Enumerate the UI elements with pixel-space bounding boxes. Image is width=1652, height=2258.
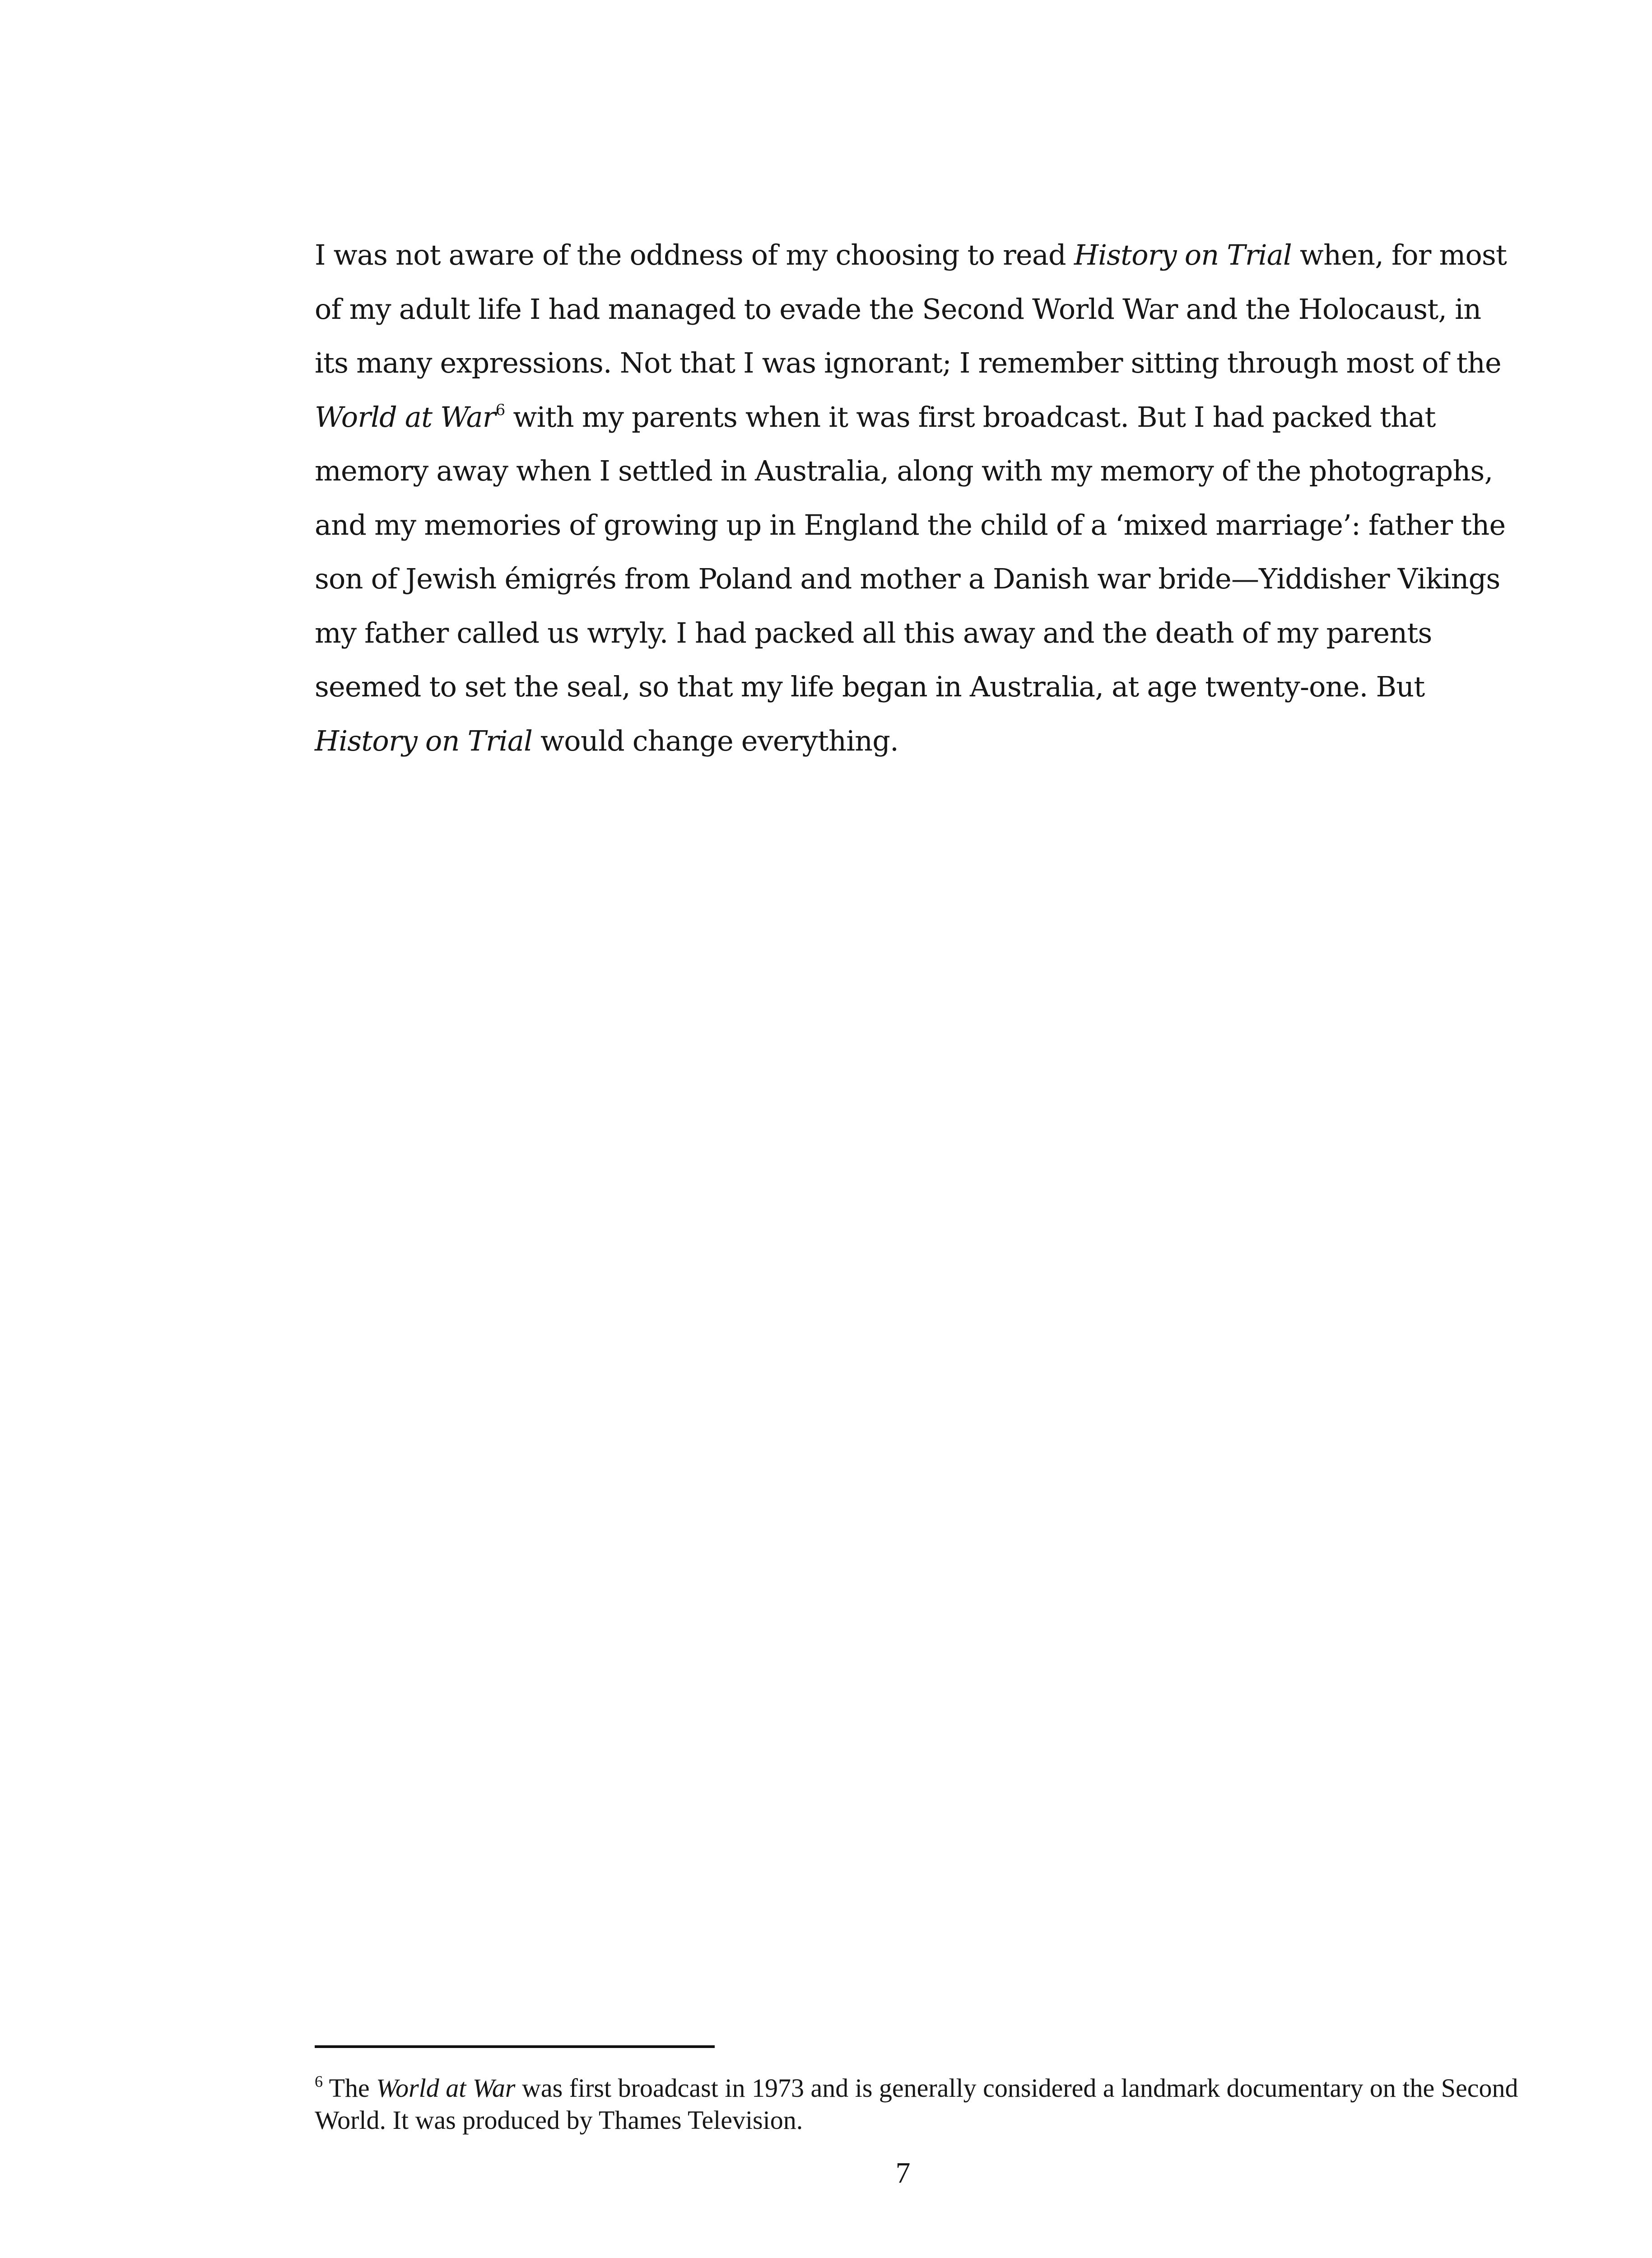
footnote-separator: [315, 2045, 715, 2048]
book-title-history-on-trial: History on Trial: [1074, 238, 1292, 271]
body-text-segment: I was not aware of the oddness of my choosing to read: [315, 238, 1074, 271]
body-text-segment: would change everything.: [532, 724, 899, 757]
programme-title-world-at-war: World at War: [315, 400, 496, 434]
footnote: [315, 2072, 1534, 2136]
book-title-history-on-trial: History on Trial: [315, 724, 533, 757]
page-number: 7: [895, 2156, 911, 2189]
footnote-reference[interactable]: 6: [495, 401, 505, 419]
footnote-number: 6: [315, 2072, 323, 2090]
body-text-segment: when, for most of my adult life I had managed to evade the Second World War and the Holocaust, in its many expressions. Not that I was ignorant; I remember sitting through most of the: [315, 238, 1507, 379]
footnote-text-segment: The: [323, 2073, 377, 2103]
body-text-segment: with my parents when it was first broadcast. But I had packed that memory away when I settled in Australia, along with my memory of the photographs, and my memories of growing up in England the child of a ‘mixed marriage’: father the son of Jewish émigrés from Poland and mother a Danish war bride—Yiddisher Vikings my father called us wryly. I had packed all this away and the death of my parents seemed to set the seal, so that my life began in Australia, at age twenty-one. But: [315, 400, 1506, 703]
footnote-programme-title: World at War: [376, 2073, 516, 2103]
footnote-text-segment: was first broadcast in 1973 and is generally considered a landmark documentary on the Second World. It was produced by Thames Television.: [315, 2073, 1518, 2135]
body-paragraph: [315, 228, 1511, 768]
